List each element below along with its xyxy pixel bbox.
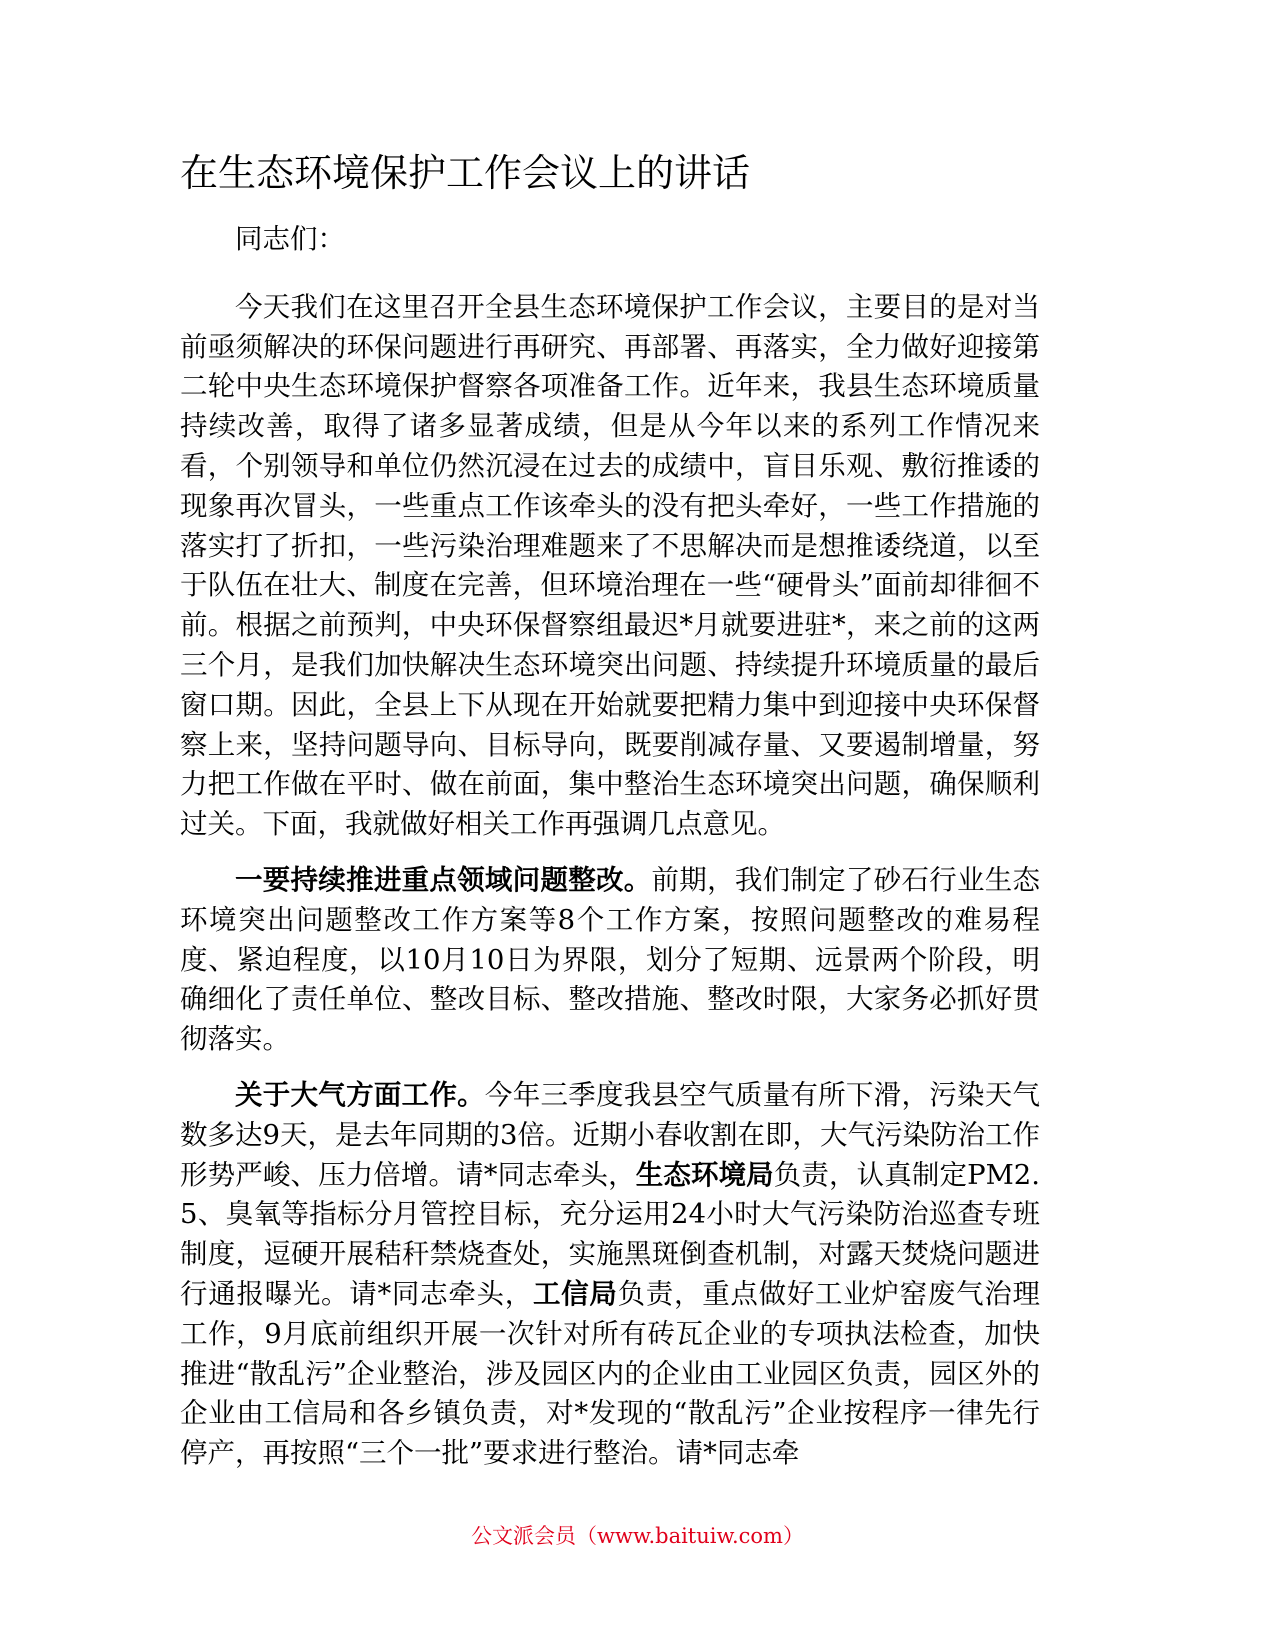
section-2-text-b: 负责，认真制定PM2.5、臭氧等指标分月管控目标，充分运用24小时大气污染防治巡查专班制度，逗硬开展秸秆禁烧查处，实施黑斑倒查机制，对露天焚烧问题进行通报曝光。请*同志牵头， xyxy=(180,1158,1041,1310)
intro-paragraph: 今天我们在这里召开全县生态环境保护工作会议，主要目的是对当前亟须解决的环保问题进行再研究、再部署、再落实，全力做好迎接第二轮中央生态环境保护督察各项准备工作。近年来，我县生态环境质量持续改善，取得了诸多显著成绩，但是从今年以来的系列工作情况来看，个别领导和单位仍然沉浸在过去的成绩中，盲目乐观、敷衍推诿的现象再次冒头，一些重点工作该牵头的没有把头牵好，一些工作措施的落实打了折扣，一些污染治理难题来了不思解决而是想推诿绕道，以至于队伍在壮大、制度在完善，但环境治理在一些“硬骨头”面前却徘徊不前。根据之前预判，中央环保督察组最迟*月就要进驻*，来之前的这两三个月，是我们加快解决生态环境突出问题、持续提升环境质量的最后窗口期。因此，全县上下从现在开始就要把精力集中到迎接中央环保督察上来，坚持问题导向、目标导向，既要削减存量、又要遏制增量，努力把工作做在平时、做在前面，集中整治生态环境突出问题，确保顺利过关。下面，我就做好相关工作再强调几点意见。 xyxy=(180,290,1040,841)
section-1-heading: 一要持续推进重点领域问题整改。 xyxy=(235,863,652,896)
document-body xyxy=(180,220,1040,1490)
section-2-text-c: 负责，重点做好工业炉窑废气治理工作，9月底前组织开展一次针对所有砖瓦企业的专项执法检查，加快推进“散乱污”企业整治，涉及园区内的企业由工业园区负责，园区外的企业由工信局和各乡镇负责，对*发现的“散乱污”企业按程序一律先行停产，再按照“三个一批”要求进行整治。请*同志牵 xyxy=(180,1277,1041,1470)
section-1-paragraph xyxy=(180,861,1040,1060)
section-2-paragraph xyxy=(180,1076,1040,1474)
salutation: 同志们： xyxy=(235,223,345,255)
document-title: 在生态环境保护工作会议上的讲话 xyxy=(180,151,751,195)
footer-watermark: 公文派会员（www.baituiw.com） xyxy=(471,1524,804,1548)
section-2-bold-a: 生态环境局 xyxy=(635,1158,774,1191)
section-2-text-a: 今年三季度我县空气质量有所下滑，污染天气数多达9天，是去年同期的3倍。近期小春收割在即，大气污染防治工作形势严峻、压力倍增。请*同志牵头， xyxy=(180,1078,1041,1191)
section-2-bold-b: 工信局 xyxy=(532,1277,618,1310)
section-2-heading: 关于大气方面工作。 xyxy=(235,1078,485,1111)
section-1-text: 前期，我们制定了砂石行业生态环境突出问题整改工作方案等8个工作方案，按照问题整改的难易程度、紧迫程度，以10月10日为界限，划分了短期、远景两个阶段，明确细化了责任单位、整改目标、整改措施、整改时限，大家务必抓好贯彻落实。 xyxy=(180,863,1041,1056)
